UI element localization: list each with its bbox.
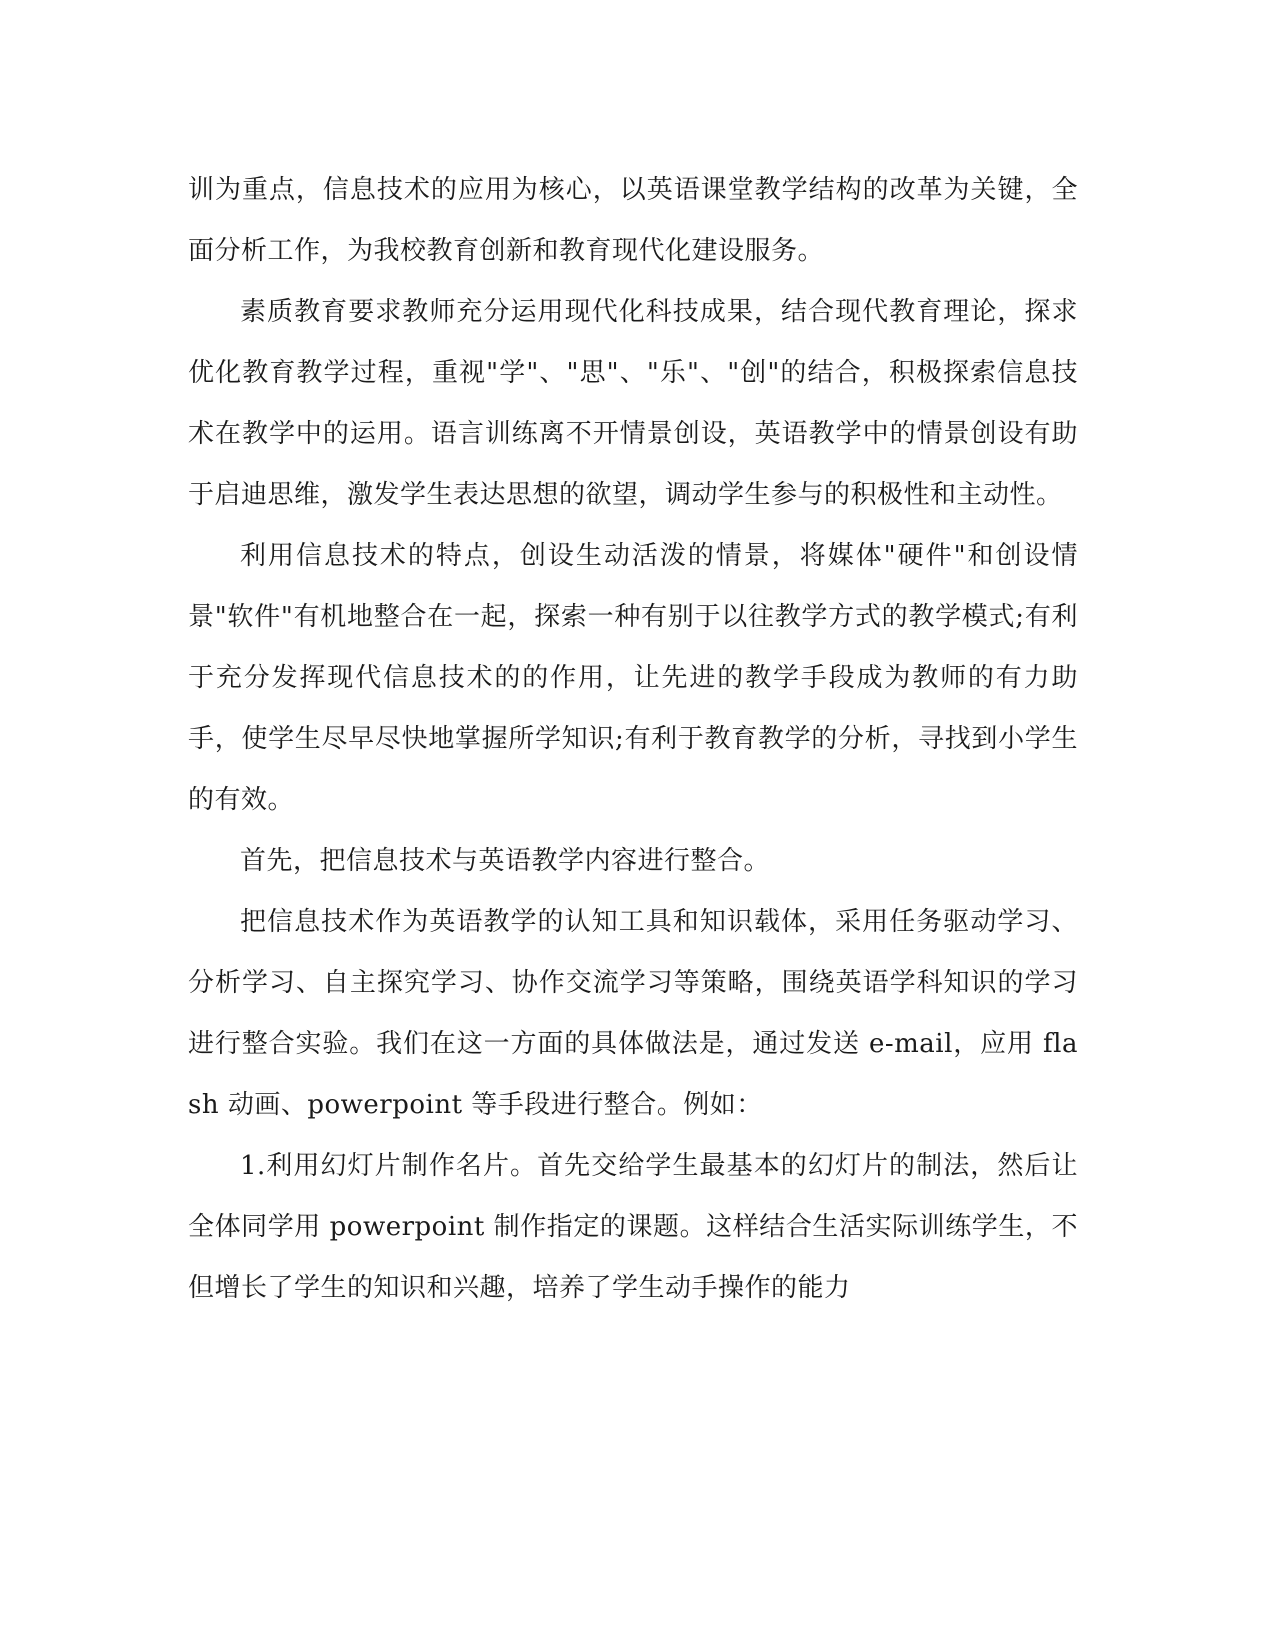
paragraph-6: 1.利用幻灯片制作名片。首先交给学生最基本的幻灯片的制法，然后让全体同学用 powerpoint 制作指定的课题。这样结合生活实际训练学生，不但增长了学生的知识和兴趣，培养了学生动手操作的能力 [188,1151,1078,1303]
paragraph-5: 把信息技术作为英语教学的认知工具和知识载体，采用任务驱动学习、分析学习、自主探究学习、协作交流学习等策略，围绕英语学科知识的学习进行整合实验。我们在这一方面的具体做法是，通过发送 e-mail，应用 flash 动画、powerpoint 等手段进行整合。例如： [188,907,1078,1120]
body-text [188,160,1078,1319]
paragraph-3: 利用信息技术的特点，创设生动活泼的情景，将媒体"硬件"和创设情景"软件"有机地整合在一起，探索一种有别于以往教学方式的教学模式;有利于充分发挥现代信息技术的的作用，让先进的教学手段成为教师的有力助手，使学生尽早尽快地掌握所学知识;有利于教育教学的分析，寻找到小学生的有效。 [188,541,1078,815]
paragraph-2: 素质教育要求教师充分运用现代化科技成果，结合现代教育理论，探求优化教育教学过程，重视"学"、"思"、"乐"、"创"的结合，积极探索信息技术在教学中的运用。语言训练离不开情景创设，英语教学中的情景创设有助于启迪思维，激发学生表达思想的欲望，调动学生参与的积极性和主动性。 [188,297,1078,510]
paragraph-4: 首先，把信息技术与英语教学内容进行整合。 [240,846,771,876]
paragraph-1: 训为重点，信息技术的应用为核心，以英语课堂教学结构的改革为关键，全面分析工作，为我校教育创新和教育现代化建设服务。 [188,175,1078,266]
